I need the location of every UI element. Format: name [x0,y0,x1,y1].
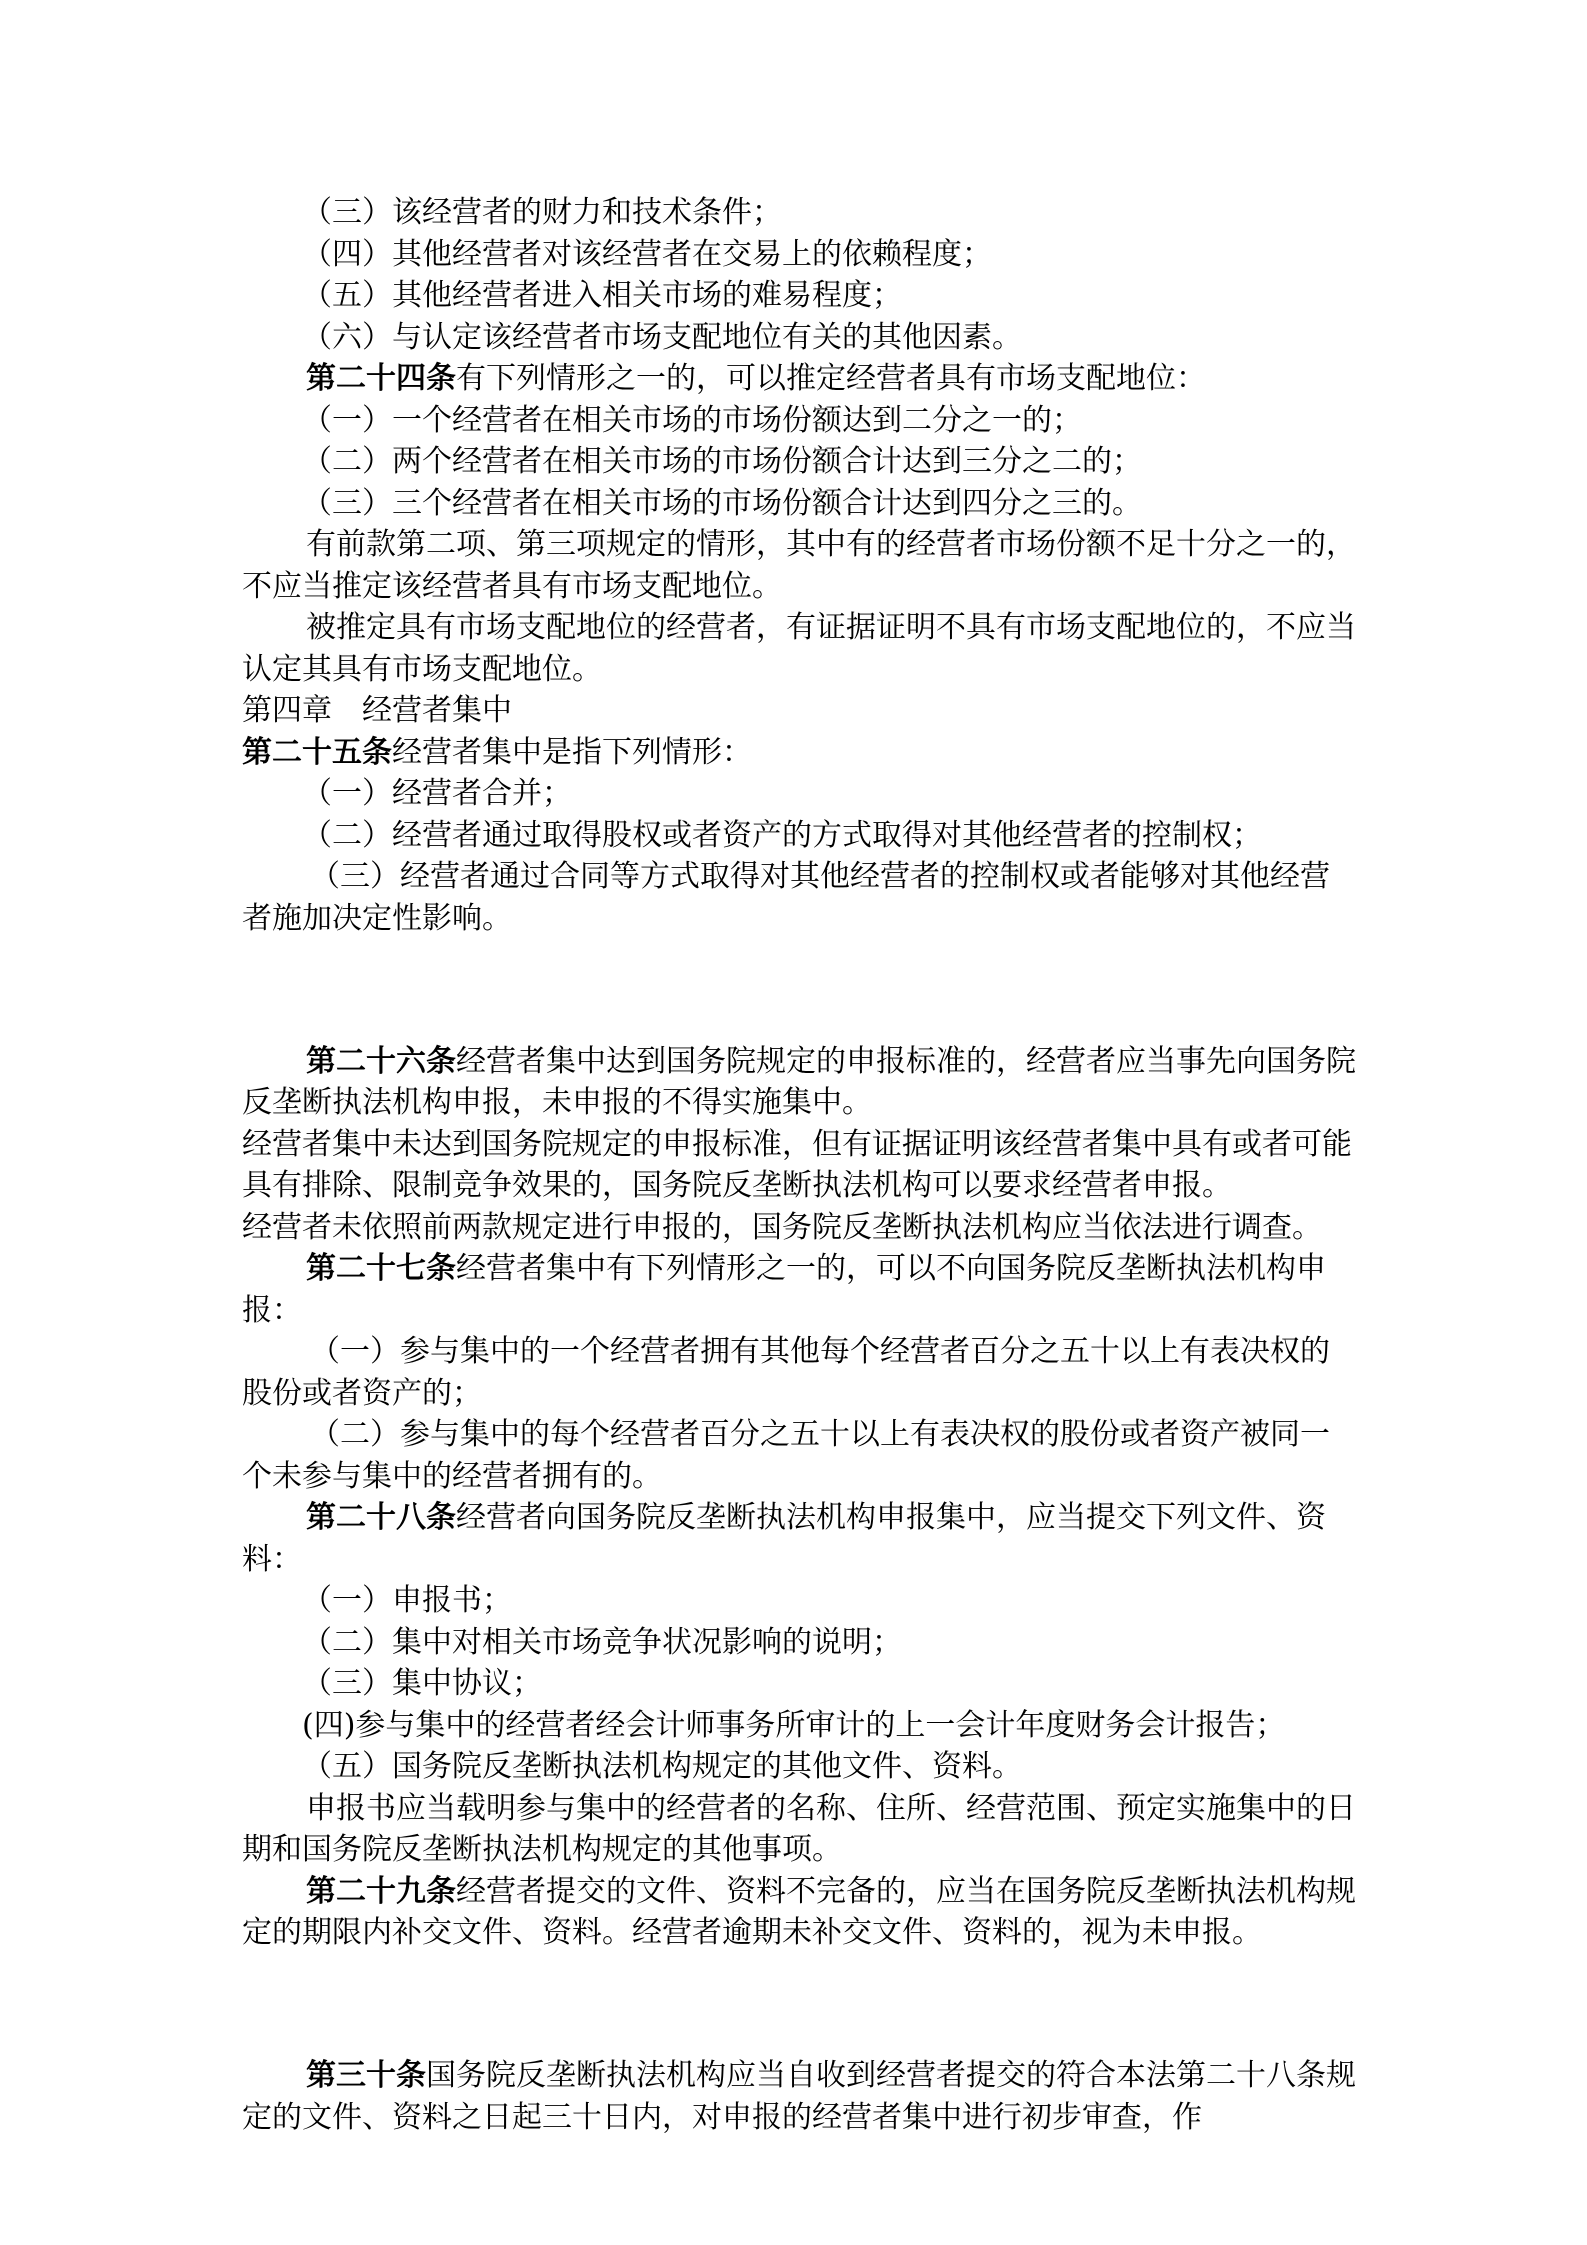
article-text: 经营者向国务院反垄断执法机构申报集中，应当提交下列文件、资料： [242,1500,1326,1577]
paragraph: 经营者未依照前两款规定进行申报的，国务院反垄断执法机构应当依法进行调查。 [242,1209,1322,1245]
paragraph: 被推定具有市场支配地位的经营者，有证据证明不具有市场支配地位的，不应当认定其具有市场支配地位。 [242,610,1356,687]
article-text: 国务院反垄断执法机构应当自收到经营者提交的符合本法第二十八条规定的文件、资料之日起三十日内，对申报的经营者集中进行初步审查，作 [242,2058,1356,2135]
list-item: （二）两个经营者在相关市场的市场份额合计达到三分之二的； [302,444,1142,479]
list-item: （一）参与集中的一个经营者拥有其他每个经营者百分之五十以上有表决权的股份或者资产的； [242,1334,1330,1411]
article-paragraph [242,1248,1357,1331]
article-title: 第三十条 [306,2058,426,2093]
list-item: （一）申报书； [302,1583,512,1618]
article-paragraph [242,1497,1357,1580]
list-item: （二）参与集中的每个经营者百分之五十以上有表决权的股份或者资产被同一个未参与集中的经营者拥有的。 [242,1417,1330,1494]
paragraph-gap [242,1984,1357,2026]
article-paragraph [242,358,1357,400]
article-text: 有下列情形之一的，可以推定经营者具有市场支配地位： [456,361,1206,396]
list-item: （三）集中协议； [302,1666,542,1701]
article-paragraph [242,732,1357,774]
article-paragraph [242,1041,1357,1124]
list-item: （五）国务院反垄断执法机构规定的其他文件、资料。 [302,1749,1022,1784]
article-text: 经营者集中是指下列情形： [392,734,752,770]
chapter-heading: 第四章 经营者集中 [242,693,512,728]
article-text: 经营者集中达到国务院规定的申报标准的，经营者应当事先向国务院反垄断执法机构申报，未申报的不得实施集中。 [242,1043,1356,1120]
article-title: 第二十六条 [306,1043,456,1079]
paragraph: 申报书应当载明参与集中的经营者的名称、住所、经营范围、预定实施集中的日期和国务院反垄断执法机构规定的其他事项。 [242,1790,1356,1867]
article-title: 第二十五条 [242,734,392,770]
article-paragraph [242,2055,1357,2138]
list-item: （六）与认定该经营者市场支配地位有关的其他因素。 [302,319,1022,355]
article-title: 第二十八条 [306,1500,456,1535]
article-text: 经营者集中有下列情形之一的，可以不向国务院反垄断执法机构申报： [242,1251,1326,1328]
article-text: 经营者提交的文件、资料不完备的，应当在国务院反垄断执法机构规定的期限内补交文件、资料。经营者逾期未补交文件、资料的，视为未申报。 [242,1873,1356,1950]
article-title: 第二十七条 [306,1251,456,1286]
list-item: （三）经营者通过合同等方式取得对其他经营者的控制权或者能够对其他经营者施加决定性影响。 [242,859,1330,936]
article-title: 第二十九条 [306,1873,456,1909]
list-item: （四）其他经营者对该经营者在交易上的依赖程度； [302,236,992,272]
list-item: （二）集中对相关市场竞争状况影响的说明； [302,1624,902,1660]
list-item: （五）其他经营者进入相关市场的难易程度； [302,278,902,313]
article-title: 第二十四条 [306,361,456,396]
list-item: (四)参与集中的经营者经会计师事务所审计的上一会计年度财务会计报告； [302,1707,1286,1743]
list-item: （一）经营者合并； [302,776,572,811]
list-item: （一）一个经营者在相关市场的市场份额达到二分之一的； [302,402,1082,438]
list-item: （三）三个经营者在相关市场的市场份额合计达到四分之三的。 [302,485,1142,521]
list-item: （三）该经营者的财力和技术条件； [302,195,782,230]
document-body [242,192,1357,2138]
paragraph: 经营者集中未达到国务院规定的申报标准，但有证据证明该经营者集中具有或者可能具有排除、限制竞争效果的，国务院反垄断执法机构可以要求经营者申报。 [242,1126,1352,1203]
article-paragraph [242,1871,1357,1954]
paragraph: 有前款第二项、第三项规定的情形，其中有的经营者市场份额不足十分之一的，不应当推定该经营者具有市场支配地位。 [242,527,1356,604]
paragraph-gap [242,969,1357,1011]
list-item: （二）经营者通过取得股权或者资产的方式取得对其他经营者的控制权； [302,817,1262,853]
